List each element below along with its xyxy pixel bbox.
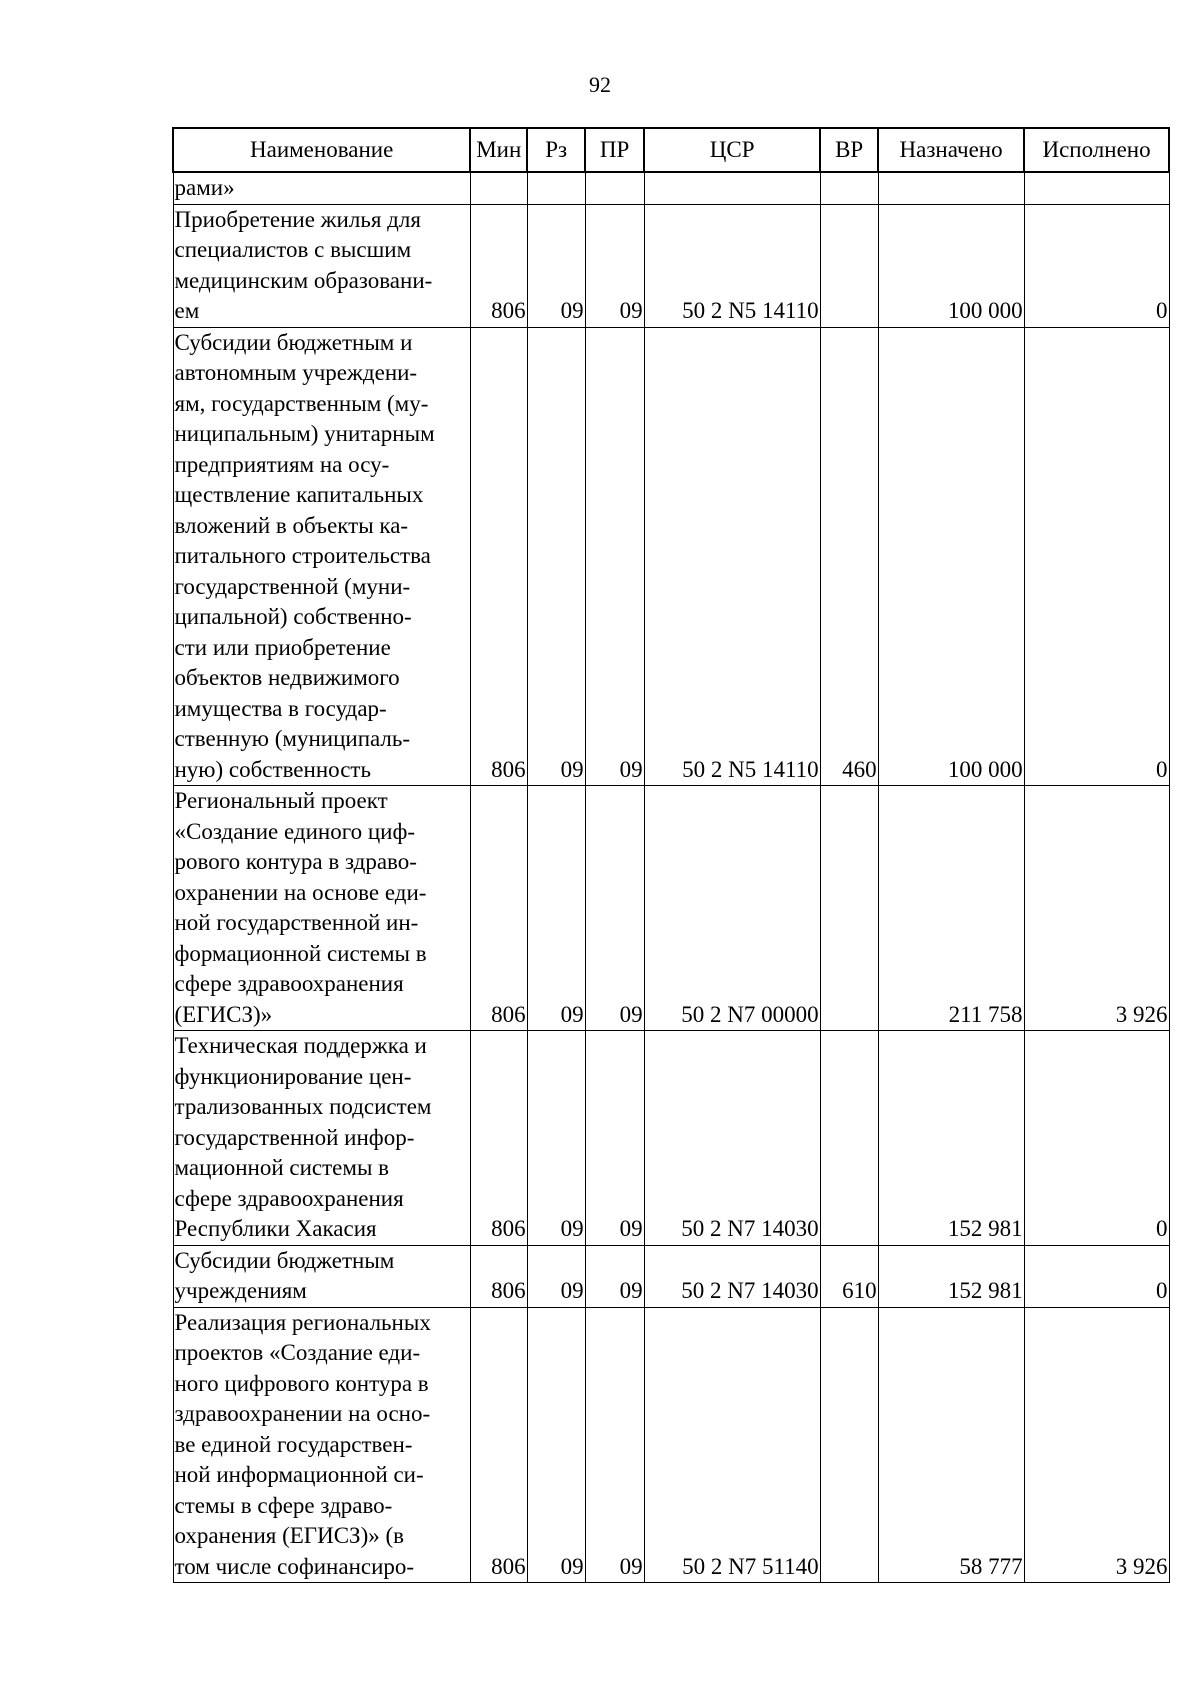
cell-csr: 50 2 N5 14110 [644,327,820,786]
name-line: ципальной) собственно- [174,604,412,629]
name-line: проектов «Создание еди- [174,1340,421,1365]
name-line: сфере здравоохранения [174,971,404,996]
cell-assigned: 152 981 [878,1031,1024,1246]
name-line: сфере здравоохранения [174,1185,404,1211]
cell-rz: 09 [527,786,585,1031]
name-line: ям, государственным (му- [174,390,429,416]
cell-rz: 09 [527,204,585,327]
cell-csr [644,172,820,204]
table-row [173,1245,1169,1307]
name-line: предприятиям на осу- [174,451,390,477]
cell-executed: 3 926 [1024,1307,1169,1583]
cell-pr: 09 [585,327,644,786]
name-line: Республики Хакасия [174,1216,377,1241]
table-row [173,172,1169,204]
cell-vr [820,1307,878,1583]
name-line: вложений в объекты ка- [174,512,409,538]
cell-executed [1024,172,1169,204]
cell-vr: 460 [820,327,878,786]
cell-csr: 50 2 N7 14030 [644,1245,820,1307]
cell-vr [820,204,878,327]
name-line: ве единой государствен- [174,1431,413,1457]
name-line: Региональный проект [174,788,388,813]
cell-vr [820,786,878,1031]
cell-executed: 0 [1024,204,1169,327]
cell-executed: 0 [1024,1031,1169,1246]
budget-table [172,127,1170,1583]
header-name: Наименование [173,128,470,172]
name-line: Субсидии бюджетным [174,1247,395,1273]
name-line: здравоохранении на осно- [174,1401,431,1426]
name-line: питального строительства [174,543,431,568]
cell-rz: 09 [527,1307,585,1583]
table-header-row [173,128,1169,172]
name-line: Техническая поддержка и [174,1033,427,1058]
name-line: учреждениям [174,1278,307,1303]
name-line: ществление капитальных [174,482,424,507]
name-line: медицинским образовани- [174,267,433,293]
cell-assigned [878,172,1024,204]
table-row [173,786,1169,1031]
name-line: (ЕГИСЗ)» [174,1001,273,1027]
name-line: государственной инфор- [174,1124,415,1150]
cell-name [173,327,470,786]
cell-min: 806 [470,1307,527,1583]
cell-min: 806 [470,786,527,1031]
name-line: специалистов с высшим [174,237,412,262]
header-rz: Рз [527,128,585,172]
name-line: объектов недвижимого [174,665,400,690]
table-body [173,172,1169,1583]
cell-min: 806 [470,327,527,786]
cell-min: 806 [470,204,527,327]
cell-assigned: 211 758 [878,786,1024,1031]
name-line: формационной системы в [174,940,427,966]
table-row [173,204,1169,327]
cell-pr: 09 [585,1031,644,1246]
cell-executed: 3 926 [1024,786,1169,1031]
cell-assigned: 58 777 [878,1307,1024,1583]
cell-min [470,172,527,204]
name-line: Реализация региональных [174,1309,431,1335]
cell-assigned: 152 981 [878,1245,1024,1307]
name-line: том числе софинансиро- [174,1553,415,1579]
page-number: 92 [589,72,611,97]
cell-name [173,1031,470,1246]
cell-pr: 09 [585,204,644,327]
table-row [173,1031,1169,1246]
name-line: автономным учреждени- [174,360,418,385]
cell-csr: 50 2 N7 14030 [644,1031,820,1246]
name-line: охранении на основе еди- [174,879,427,905]
name-line: ем [174,298,200,323]
header-csr: ЦСР [644,128,820,172]
cell-csr: 50 2 N7 00000 [644,786,820,1031]
header-pr: ПР [585,128,644,172]
name-line: мационной системы в [174,1155,390,1180]
name-line: сти или приобретение [174,634,391,660]
cell-assigned: 100 000 [878,327,1024,786]
name-line: ной информационной си- [174,1462,424,1487]
cell-rz: 09 [527,327,585,786]
cell-pr: 09 [585,1307,644,1583]
name-line: функционирование цен- [174,1063,412,1089]
cell-name [173,1245,470,1307]
cell-executed: 0 [1024,327,1169,786]
name-line: имущества в государ- [174,695,387,721]
cell-vr [820,1031,878,1246]
cell-csr: 50 2 N7 51140 [644,1307,820,1583]
cell-vr [820,172,878,204]
cell-rz: 09 [527,1031,585,1246]
cell-name [173,1307,470,1583]
cell-vr: 610 [820,1245,878,1307]
name-line: ного цифрового контура в [174,1370,429,1396]
cell-name [173,786,470,1031]
name-line: рами» [174,175,235,200]
name-line: Субсидии бюджетным и [174,329,413,355]
cell-assigned: 100 000 [878,204,1024,327]
name-line: трализованных подсистем [174,1094,432,1119]
cell-rz: 09 [527,1245,585,1307]
cell-name [173,204,470,327]
table-row [173,327,1169,786]
cell-pr: 09 [585,1245,644,1307]
cell-pr: 09 [585,786,644,1031]
cell-rz [527,172,585,204]
header-assigned: Назначено [878,128,1024,172]
cell-csr: 50 2 N5 14110 [644,204,820,327]
name-line: рового контура в здраво- [174,849,417,874]
name-line: стемы в сфере здраво- [174,1492,393,1518]
name-line: ственную (муниципаль- [174,726,411,751]
name-line: «Создание единого циф- [174,818,416,844]
cell-name [173,172,470,204]
name-line: ниципальным) унитарным [174,421,435,446]
name-line: Приобретение жилья для [174,206,421,232]
table-row [173,1307,1169,1583]
header-vr: ВР [820,128,878,172]
name-line: охранения (ЕГИСЗ)» (в [174,1523,405,1548]
header-min: Мин [470,128,527,172]
cell-executed: 0 [1024,1245,1169,1307]
name-line: ную) собственность [174,756,371,782]
cell-pr [585,172,644,204]
cell-min: 806 [470,1031,527,1246]
name-line: ной государственной ин- [174,910,419,935]
header-executed: Исполнено [1024,128,1169,172]
cell-min: 806 [470,1245,527,1307]
name-line: государственной (муни- [174,573,411,599]
